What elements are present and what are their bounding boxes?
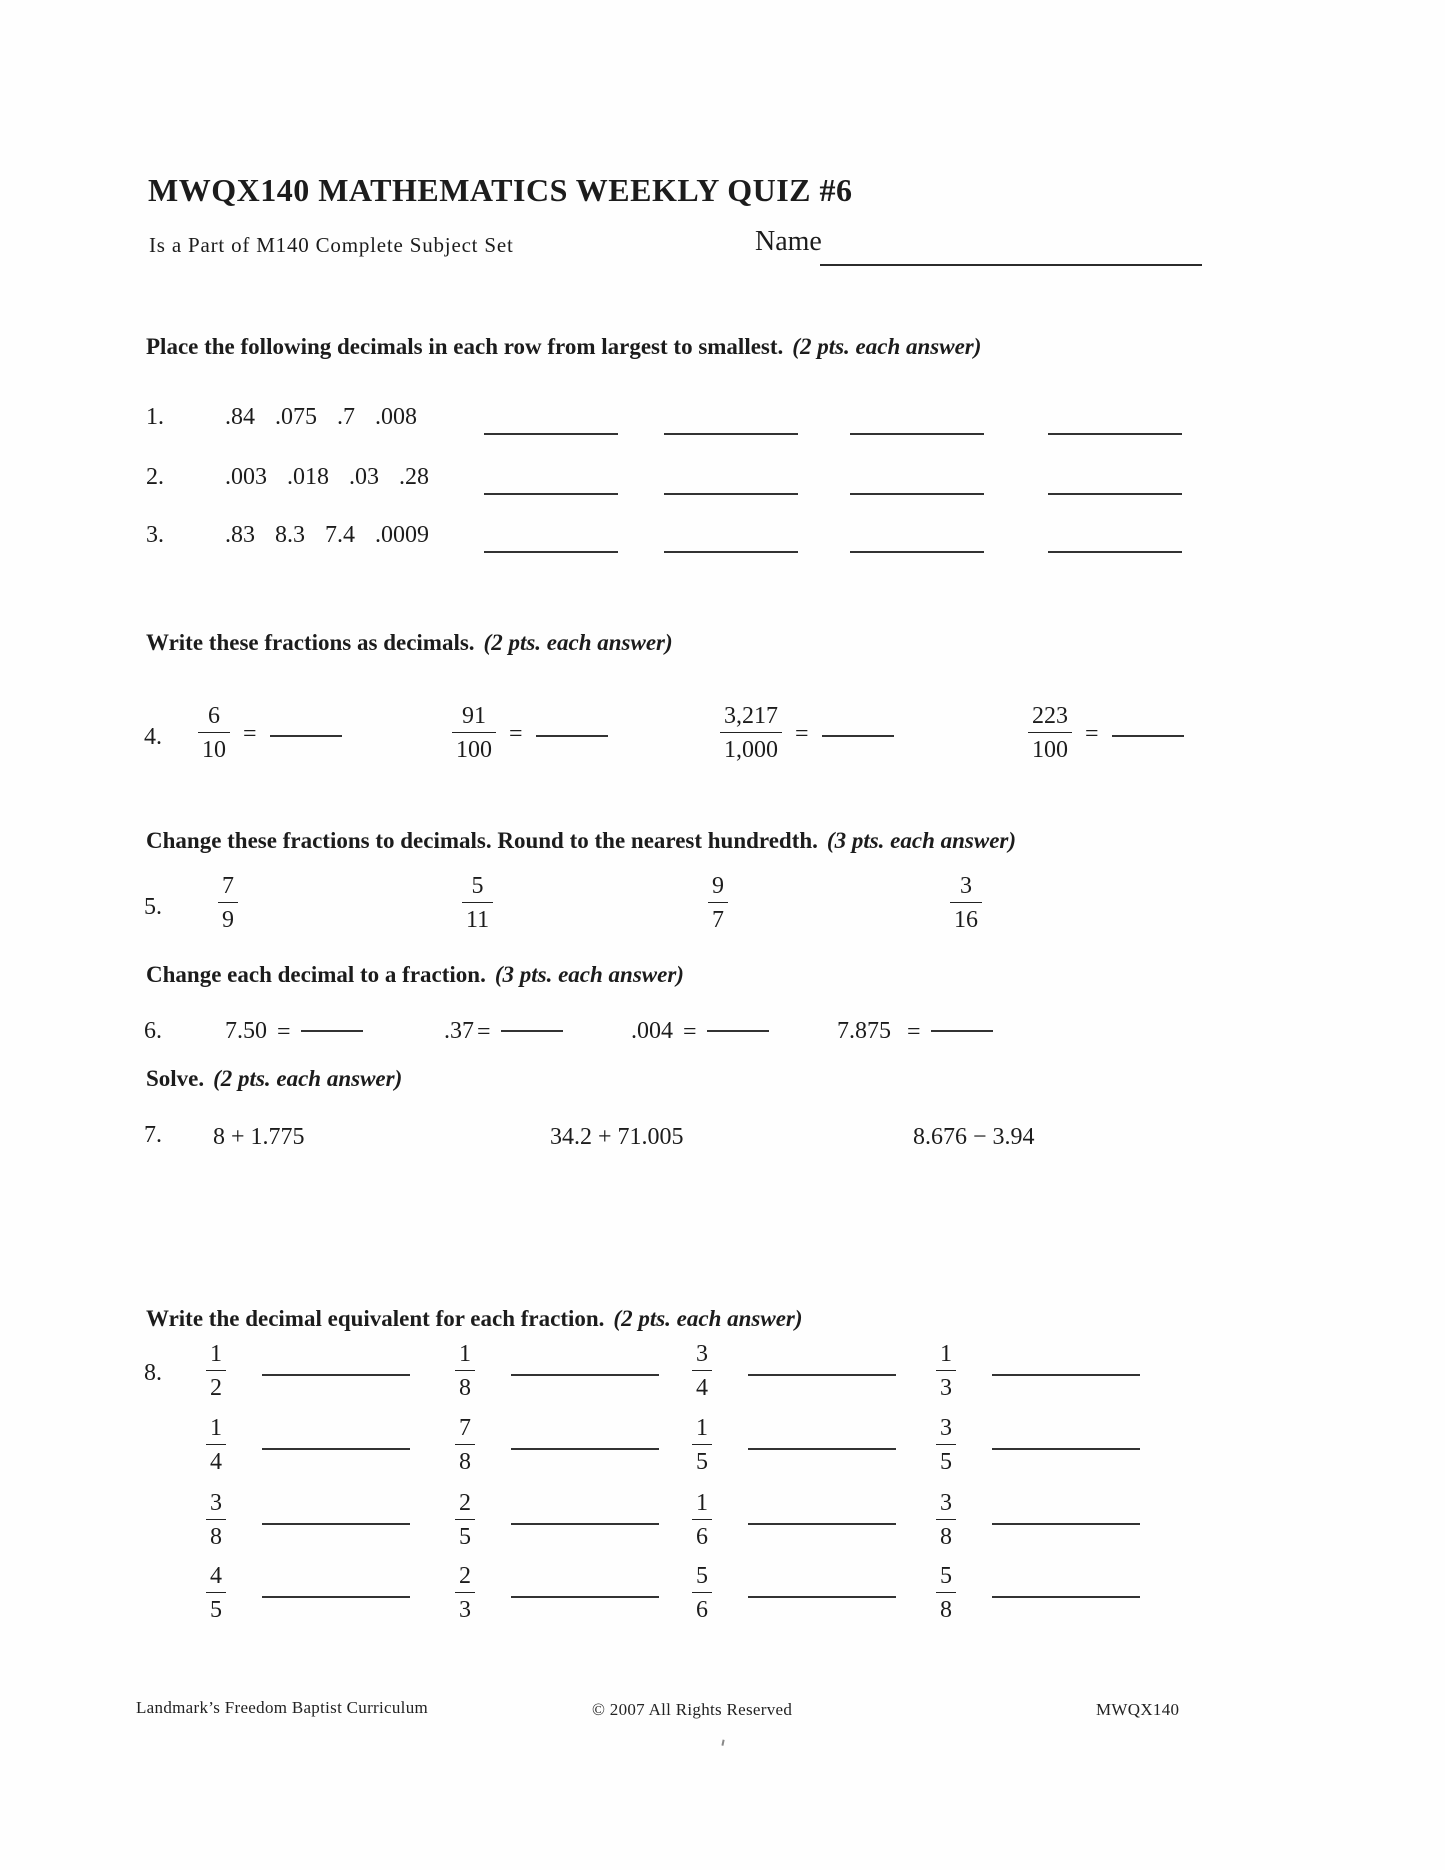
fraction-cell bbox=[206, 1414, 410, 1477]
points-note: (3 pts. each answer) bbox=[494, 962, 684, 987]
fraction-grid-row-1 bbox=[0, 1340, 1445, 1414]
denominator: 4 bbox=[206, 1444, 226, 1476]
denominator: 8 bbox=[936, 1519, 956, 1551]
decimal-value: .0009 bbox=[375, 522, 429, 548]
denominator: 9 bbox=[218, 902, 238, 934]
answer-blank[interactable] bbox=[511, 1448, 659, 1450]
answer-blank[interactable] bbox=[1048, 433, 1182, 435]
equals-sign: = bbox=[683, 1019, 697, 1045]
fraction-grid-row-2 bbox=[0, 1414, 1445, 1488]
question-number: 4. bbox=[144, 724, 162, 750]
answer-blank[interactable] bbox=[484, 433, 618, 435]
decimal-value: .37 bbox=[444, 1018, 474, 1044]
numerator: 91 bbox=[462, 703, 486, 729]
question-number: 1. bbox=[146, 404, 164, 430]
fraction bbox=[455, 1562, 475, 1625]
numerator: 3 bbox=[210, 1490, 222, 1516]
fraction-cell bbox=[198, 702, 342, 765]
section-heading-decimal-to-fraction bbox=[146, 962, 684, 988]
fraction bbox=[936, 1562, 956, 1625]
heading-text: Place the following decimals in each row from largest to smallest. bbox=[146, 334, 784, 359]
fraction bbox=[218, 872, 238, 935]
fraction-cell bbox=[455, 1562, 659, 1625]
fraction-cell bbox=[455, 1414, 659, 1477]
decimal-value: .004 bbox=[631, 1018, 673, 1044]
decimal-value: .03 bbox=[349, 464, 379, 490]
numerator: 7 bbox=[222, 873, 234, 899]
decimal-value: .7 bbox=[337, 404, 355, 430]
denominator: 10 bbox=[198, 732, 230, 764]
answer-blank[interactable] bbox=[992, 1374, 1140, 1376]
numerator: 9 bbox=[712, 873, 724, 899]
points-note: (2 pts. each answer) bbox=[483, 630, 673, 655]
numerator: 7 bbox=[459, 1415, 471, 1441]
denominator: 11 bbox=[462, 902, 493, 934]
question-7-row bbox=[0, 1124, 1445, 1164]
fraction-cell bbox=[692, 1340, 896, 1403]
answer-blank[interactable] bbox=[262, 1448, 410, 1450]
fraction-cell bbox=[936, 1340, 1140, 1403]
denominator: 8 bbox=[455, 1444, 475, 1476]
decimal-value: .28 bbox=[399, 464, 429, 490]
numerator: 3,217 bbox=[724, 703, 778, 729]
numerator: 5 bbox=[940, 1563, 952, 1589]
decimal-value: 8.3 bbox=[275, 522, 305, 548]
fraction-cell bbox=[936, 1414, 1140, 1477]
fraction-cell bbox=[452, 702, 608, 765]
fraction-cell bbox=[950, 872, 982, 935]
fraction bbox=[198, 702, 230, 765]
answer-blank[interactable] bbox=[850, 433, 984, 435]
question-number: 6. bbox=[144, 1018, 162, 1044]
fraction bbox=[1028, 702, 1072, 765]
fraction bbox=[708, 872, 728, 935]
fraction bbox=[936, 1340, 956, 1403]
name-label: Name bbox=[755, 226, 822, 257]
denominator: 1,000 bbox=[720, 732, 782, 764]
equals-sign: = bbox=[243, 720, 257, 747]
fraction bbox=[692, 1489, 712, 1552]
denominator: 6 bbox=[692, 1592, 712, 1624]
numerator: 1 bbox=[210, 1415, 222, 1441]
math-expression: 8.676 − 3.94 bbox=[913, 1124, 1035, 1150]
denominator: 6 bbox=[692, 1519, 712, 1551]
question-number: 7. bbox=[144, 1122, 162, 1148]
answer-blank[interactable] bbox=[822, 735, 894, 737]
answer-blank[interactable] bbox=[850, 551, 984, 553]
numerator: 1 bbox=[696, 1490, 708, 1516]
section-heading-order-decimals bbox=[146, 334, 981, 360]
answer-blank[interactable] bbox=[262, 1374, 410, 1376]
decimal-values bbox=[225, 522, 429, 549]
decimal-value: .83 bbox=[225, 522, 255, 548]
answer-blank[interactable] bbox=[484, 551, 618, 553]
answer-blank[interactable] bbox=[931, 1030, 993, 1032]
fraction bbox=[950, 872, 982, 935]
denominator: 7 bbox=[708, 902, 728, 934]
fraction bbox=[462, 872, 493, 935]
question-number: 8. bbox=[144, 1360, 162, 1386]
answer-blank[interactable] bbox=[664, 433, 798, 435]
decimal-value: 7.875 bbox=[837, 1018, 891, 1044]
fraction bbox=[936, 1489, 956, 1552]
answer-blank[interactable] bbox=[262, 1596, 410, 1598]
equals-sign: = bbox=[907, 1019, 921, 1045]
fraction-cell bbox=[1028, 702, 1184, 765]
numerator: 4 bbox=[210, 1563, 222, 1589]
heading-text: Write the decimal equivalent for each fraction. bbox=[146, 1306, 605, 1331]
equals-sign: = bbox=[277, 1019, 291, 1045]
denominator: 5 bbox=[692, 1444, 712, 1476]
answer-blank[interactable] bbox=[707, 1030, 769, 1032]
denominator: 16 bbox=[950, 902, 982, 934]
fraction-cell bbox=[218, 872, 238, 935]
math-expression: 8 + 1.775 bbox=[213, 1124, 305, 1150]
name-input-line[interactable] bbox=[820, 224, 1202, 266]
fraction bbox=[206, 1414, 226, 1477]
fraction-cell bbox=[936, 1489, 1140, 1552]
points-note: (2 pts. each answer) bbox=[213, 1066, 403, 1091]
fraction bbox=[206, 1340, 226, 1403]
fraction bbox=[452, 702, 496, 765]
fraction bbox=[455, 1340, 475, 1403]
equals-sign: = bbox=[477, 1019, 491, 1045]
equals-sign: = bbox=[795, 720, 809, 747]
question-number: 3. bbox=[146, 522, 164, 548]
decimal-value: .84 bbox=[225, 404, 255, 430]
decimal-value: .075 bbox=[275, 404, 317, 430]
heading-text: Solve. bbox=[146, 1066, 205, 1091]
denominator: 8 bbox=[936, 1592, 956, 1624]
fraction bbox=[455, 1489, 475, 1552]
denominator: 5 bbox=[206, 1592, 226, 1624]
points-note: (3 pts. each answer) bbox=[826, 828, 1017, 853]
answer-blank[interactable] bbox=[511, 1374, 659, 1376]
numerator: 3 bbox=[940, 1490, 952, 1516]
decimal-value: .018 bbox=[287, 464, 329, 490]
fraction bbox=[455, 1414, 475, 1477]
fraction-grid-row-4 bbox=[0, 1562, 1445, 1636]
numerator: 3 bbox=[940, 1415, 952, 1441]
fraction-cell bbox=[692, 1414, 896, 1477]
numerator: 223 bbox=[1032, 703, 1068, 729]
numerator: 5 bbox=[471, 873, 484, 899]
fraction-cell bbox=[455, 1340, 659, 1403]
answer-blank[interactable] bbox=[664, 493, 798, 495]
decimal-value: 7.4 bbox=[325, 522, 355, 548]
decimal-value: .008 bbox=[375, 404, 417, 430]
numerator: 6 bbox=[208, 703, 220, 729]
fraction bbox=[720, 702, 782, 765]
fraction-cell bbox=[720, 702, 894, 765]
math-expression: 34.2 + 71.005 bbox=[550, 1124, 684, 1150]
denominator: 2 bbox=[206, 1370, 226, 1402]
denominator: 8 bbox=[455, 1370, 475, 1402]
fraction-grid-row-3 bbox=[0, 1489, 1445, 1563]
denominator: 100 bbox=[452, 732, 496, 764]
equals-sign: = bbox=[509, 720, 523, 747]
answer-blank[interactable] bbox=[270, 735, 342, 737]
fraction-cell bbox=[708, 872, 728, 935]
numerator: 2 bbox=[459, 1563, 471, 1589]
equals-sign: = bbox=[1085, 720, 1099, 747]
decimal-cell bbox=[631, 1018, 769, 1045]
denominator: 5 bbox=[455, 1519, 475, 1551]
fraction bbox=[936, 1414, 956, 1477]
fraction bbox=[692, 1414, 712, 1477]
fraction-cell bbox=[206, 1489, 410, 1552]
question-number: 2. bbox=[146, 464, 164, 490]
fraction bbox=[206, 1562, 226, 1625]
denominator: 5 bbox=[936, 1444, 956, 1476]
question-row-1 bbox=[146, 404, 1406, 450]
footer-code: MWQX140 bbox=[1096, 1700, 1180, 1719]
heading-text: Change each decimal to a fraction. bbox=[146, 962, 486, 987]
answer-blank[interactable] bbox=[992, 1523, 1140, 1525]
question-4-row bbox=[0, 702, 1445, 778]
decimal-value: 7.50 bbox=[225, 1018, 267, 1044]
decimal-values bbox=[225, 464, 429, 491]
answer-blank[interactable] bbox=[511, 1596, 659, 1598]
section-heading-decimal-equivalent bbox=[146, 1306, 803, 1332]
section-heading-round-hundredth bbox=[146, 828, 1016, 854]
denominator: 3 bbox=[936, 1370, 956, 1402]
decimal-cell bbox=[444, 1018, 563, 1045]
question-5-row bbox=[0, 872, 1445, 948]
fraction-cell bbox=[692, 1562, 896, 1625]
denominator: 100 bbox=[1028, 732, 1072, 764]
answer-blank[interactable] bbox=[262, 1523, 410, 1525]
points-note: (2 pts. each answer) bbox=[792, 334, 982, 359]
answer-blank[interactable] bbox=[536, 735, 608, 737]
answer-blank[interactable] bbox=[1048, 551, 1182, 553]
answer-blank[interactable] bbox=[301, 1030, 363, 1032]
section-heading-fractions-as-decimals bbox=[146, 630, 673, 656]
answer-blank[interactable] bbox=[484, 493, 618, 495]
answer-blank[interactable] bbox=[748, 1374, 896, 1376]
fraction-cell bbox=[206, 1340, 410, 1403]
answer-blank[interactable] bbox=[748, 1596, 896, 1598]
fraction bbox=[692, 1562, 712, 1625]
fraction-cell bbox=[936, 1562, 1140, 1625]
numerator: 1 bbox=[210, 1341, 222, 1367]
answer-blank[interactable] bbox=[748, 1523, 896, 1525]
answer-blank[interactable] bbox=[511, 1523, 659, 1525]
numerator: 5 bbox=[696, 1563, 708, 1589]
question-number: 5. bbox=[144, 894, 162, 920]
section-heading-solve bbox=[146, 1066, 402, 1092]
fraction-cell bbox=[455, 1489, 659, 1552]
denominator: 3 bbox=[455, 1592, 475, 1624]
fraction bbox=[206, 1489, 226, 1552]
page-title: MWQX140 MATHEMATICS WEEKLY QUIZ #6 bbox=[148, 172, 853, 208]
denominator: 4 bbox=[692, 1370, 712, 1402]
denominator: 8 bbox=[206, 1519, 226, 1551]
numerator: 1 bbox=[459, 1341, 471, 1367]
points-note: (2 pts. each answer) bbox=[613, 1306, 803, 1331]
decimal-value: .003 bbox=[225, 464, 267, 490]
scan-artifact-mark bbox=[721, 1740, 727, 1747]
question-row-3 bbox=[146, 522, 1406, 568]
decimal-cell bbox=[837, 1018, 993, 1045]
question-6-row bbox=[0, 1018, 1445, 1058]
decimal-values bbox=[225, 404, 417, 431]
numerator: 2 bbox=[459, 1490, 471, 1516]
fraction bbox=[692, 1340, 712, 1403]
numerator: 1 bbox=[940, 1341, 952, 1367]
answer-blank[interactable] bbox=[850, 493, 984, 495]
fraction-cell bbox=[462, 872, 493, 935]
answer-blank[interactable] bbox=[664, 551, 798, 553]
answer-blank[interactable] bbox=[992, 1596, 1140, 1598]
numerator: 3 bbox=[960, 873, 972, 899]
decimal-cell bbox=[225, 1018, 363, 1045]
numerator: 3 bbox=[696, 1341, 708, 1367]
heading-text: Change these fractions to decimals. Round to the nearest hundredth. bbox=[146, 828, 818, 853]
fraction-cell bbox=[206, 1562, 410, 1625]
footer-publisher: Landmark’s Freedom Baptist Curriculum bbox=[136, 1698, 429, 1717]
numerator: 1 bbox=[696, 1415, 708, 1441]
answer-blank[interactable] bbox=[501, 1030, 563, 1032]
heading-text: Write these fractions as decimals. bbox=[146, 630, 475, 655]
answer-blank[interactable] bbox=[992, 1448, 1140, 1450]
answer-blank[interactable] bbox=[1112, 735, 1184, 737]
fraction-cell bbox=[692, 1489, 896, 1552]
footer-copyright: © 2007 All Rights Reserved bbox=[592, 1700, 793, 1719]
subtitle: Is a Part of M140 Complete Subject Set bbox=[149, 233, 514, 257]
answer-blank[interactable] bbox=[748, 1448, 896, 1450]
question-row-2 bbox=[146, 464, 1406, 510]
answer-blank[interactable] bbox=[1048, 493, 1182, 495]
